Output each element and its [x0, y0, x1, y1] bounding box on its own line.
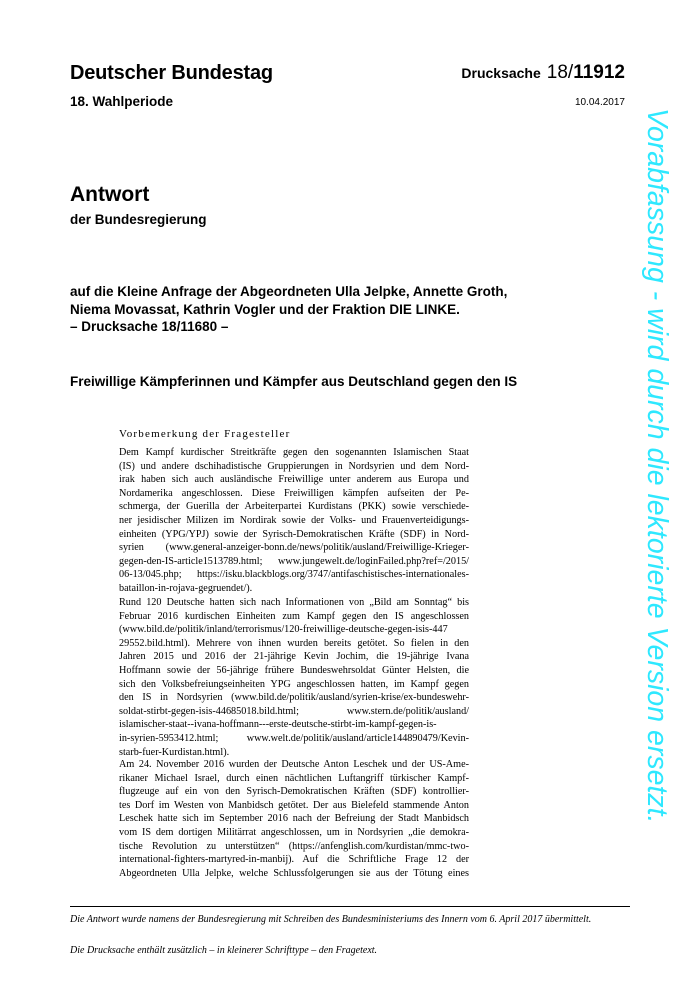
text-line: vom IS dem dortigen Militärrat angeschlossen, um in Nordsyrien „die demokra-: [119, 826, 469, 838]
text-line: ner jesidischer Milizen im Nordirak sowie der Volks- und Frauenverteidigungs-: [119, 514, 469, 526]
body-paragraph: [119, 596, 469, 759]
text-line: islamischer-staat--ivana-hoffmann---erste-deutsche-stirbt-im-kampf-gegen-is-: [119, 719, 437, 731]
text-line: in-syrien-5953412.html; www.welt.de/politik/ausland/article144890479/Kevin-: [119, 732, 469, 744]
drucksache-prefix: 18/: [546, 62, 574, 83]
text-line: den IS in Nordsyrien (www.bild.de/politik/ausland/syrien-krise/ex-bundeswehr-: [119, 692, 469, 704]
document-subject: Freiwillige Kämpferinnen und Kämpfer aus Deutschland gegen den IS: [70, 374, 518, 389]
inquiry-line: auf die Kleine Anfrage der Abgeordneten Ulla Jelpke, Annette Groth,: [70, 284, 508, 299]
inquiry-line: Niema Movassat, Kathrin Vogler und der Fraktion DIE LINKE.: [70, 301, 460, 317]
inquiry-line: – Drucksache 18/11680 –: [70, 319, 229, 334]
text-line: Dem Kampf kurdischer Streitkräfte gegen den sogenannten Islamischen Staat: [119, 447, 469, 458]
text-line: Hoffmann sowie der 56-jährige frühere Bundeswehrsoldat Günter Helsten, die: [119, 664, 469, 676]
inquiry-reference: [70, 283, 570, 336]
drucksache-id: [461, 62, 625, 84]
draft-watermark: [641, 108, 685, 908]
text-line: Rund 120 Deutsche hatten sich nach Informationen von „Bild am Sonntag“ bis: [119, 597, 469, 608]
footer-divider: [70, 906, 630, 907]
preamble-heading: Vorbemerkung der Fragesteller: [119, 428, 291, 440]
text-line: (www.bild.de/politik/inland/terrorismus/120-freiwillige-deutsche-gegen-isis-447: [119, 624, 448, 636]
drucksache-label: Drucksache: [461, 65, 541, 81]
drucksache-number: 11912: [573, 62, 625, 83]
text-line: Jahren 2015 und 2016 der 21-jährige Kevin Jochim, die 19-jährige Ivana: [119, 651, 469, 663]
text-line: starb-fuer-Kurdistan.html).: [119, 746, 230, 758]
text-line: 06-13/045.php; https://isku.blackblogs.org/3747/antifaschistisches-internationales-: [119, 569, 469, 581]
text-line: sich den Volksbefreiungseinheiten YPG angeschlossen hatten, im Kampf gegen: [119, 678, 469, 690]
text-line: Februar 2016 kurdischen Einheiten zum Kampf gegen den IS angeschlossen: [119, 610, 469, 622]
text-line: Leschek hatte sich im September 2016 nach der Befreiung der Stadt Manbidsch: [119, 813, 469, 825]
text-line: tische Revolution zu unterstützen“ (https://anfenglish.com/kurdistan/mmc-two-: [119, 840, 469, 852]
text-line: tes Dorf im Westen von Manbidsch getötet. Der aus Bielefeld stammende Anton: [119, 799, 469, 811]
text-line: rikaner Michael Israel, durch einen nächtlichen Luftangriff türkischer Kampf-: [119, 772, 469, 784]
text-line: (IS) und andere dschihadistische Gruppierungen in Nordsyrien und dem Nord-: [119, 460, 469, 472]
body-paragraph: [119, 446, 469, 596]
body-paragraph: [119, 758, 469, 880]
footnote-transmission: Die Antwort wurde namens der Bundesregierung mit Schreiben des Bundesministeriums des Innern vom 6. April 2017 übermittelt.: [70, 914, 592, 925]
text-line: bataillon-in-rojava-gegruendet/).: [119, 582, 253, 594]
text-line: soldat-stirbt-gegen-isis-44685018.bild.html; www.stern.de/politik/ausland/: [119, 705, 469, 717]
text-line: Abgeordneten Ulla Jelpke, welche Schlussfolgerungen sie aus der Tötung eines: [119, 867, 469, 879]
footnote-contents: Die Drucksache enthält zusätzlich – in kleinerer Schrifttype – den Fragetext.: [70, 945, 378, 956]
document-subtitle: der Bundesregierung: [70, 212, 207, 227]
text-line: gegen-den-IS-article1513789.html; www.jungewelt.de/loginFailed.php?ref=/2015/: [119, 555, 469, 567]
text-line: syrien (www.general-anzeiger-bonn.de/news/politik/ausland/Freiwillige-Krieger-: [119, 542, 469, 554]
text-line: einheiten (YPG/YPJ) sowie der Syrisch-Demokratischen Kräfte (SDF) in Nord-: [119, 528, 469, 540]
text-line: flugzeuge auf ein von den Syrisch-Demokratischen Kräften (SDF) kontrollier-: [119, 786, 469, 798]
text-line: international-fighters-martyred-in-manbij). Auf die Schriftliche Frage 12 der: [119, 854, 469, 866]
document-date: 10.04.2017: [574, 97, 625, 108]
parliament-name: Deutscher Bundestag: [70, 62, 273, 84]
text-line: irak haben sich auch ausländische Freiwillige unter anderem aus Europa und: [119, 474, 469, 486]
text-line: Am 24. November 2016 wurden der Deutsche Anton Leschek und der US-Ame-: [119, 759, 469, 770]
text-line: 29552.bild.html). Mehrere von ihnen wurden bereits getötet. So fielen in den: [119, 637, 469, 649]
text-line: schmerga, der Guerilla der Arbeiterpartei Kurdistans (PKK) sowie verschiede-: [119, 501, 469, 513]
document-type-title: Antwort: [70, 183, 150, 206]
legislative-period: 18. Wahlperiode: [70, 94, 174, 109]
watermark-text: Vorabfassung - wird durch die lektorierte Version ersetzt.: [641, 108, 673, 824]
text-line: Nordamerika angeschlossen. Diese Freiwilligen kämpfen aufseiten der Pe-: [119, 487, 469, 499]
